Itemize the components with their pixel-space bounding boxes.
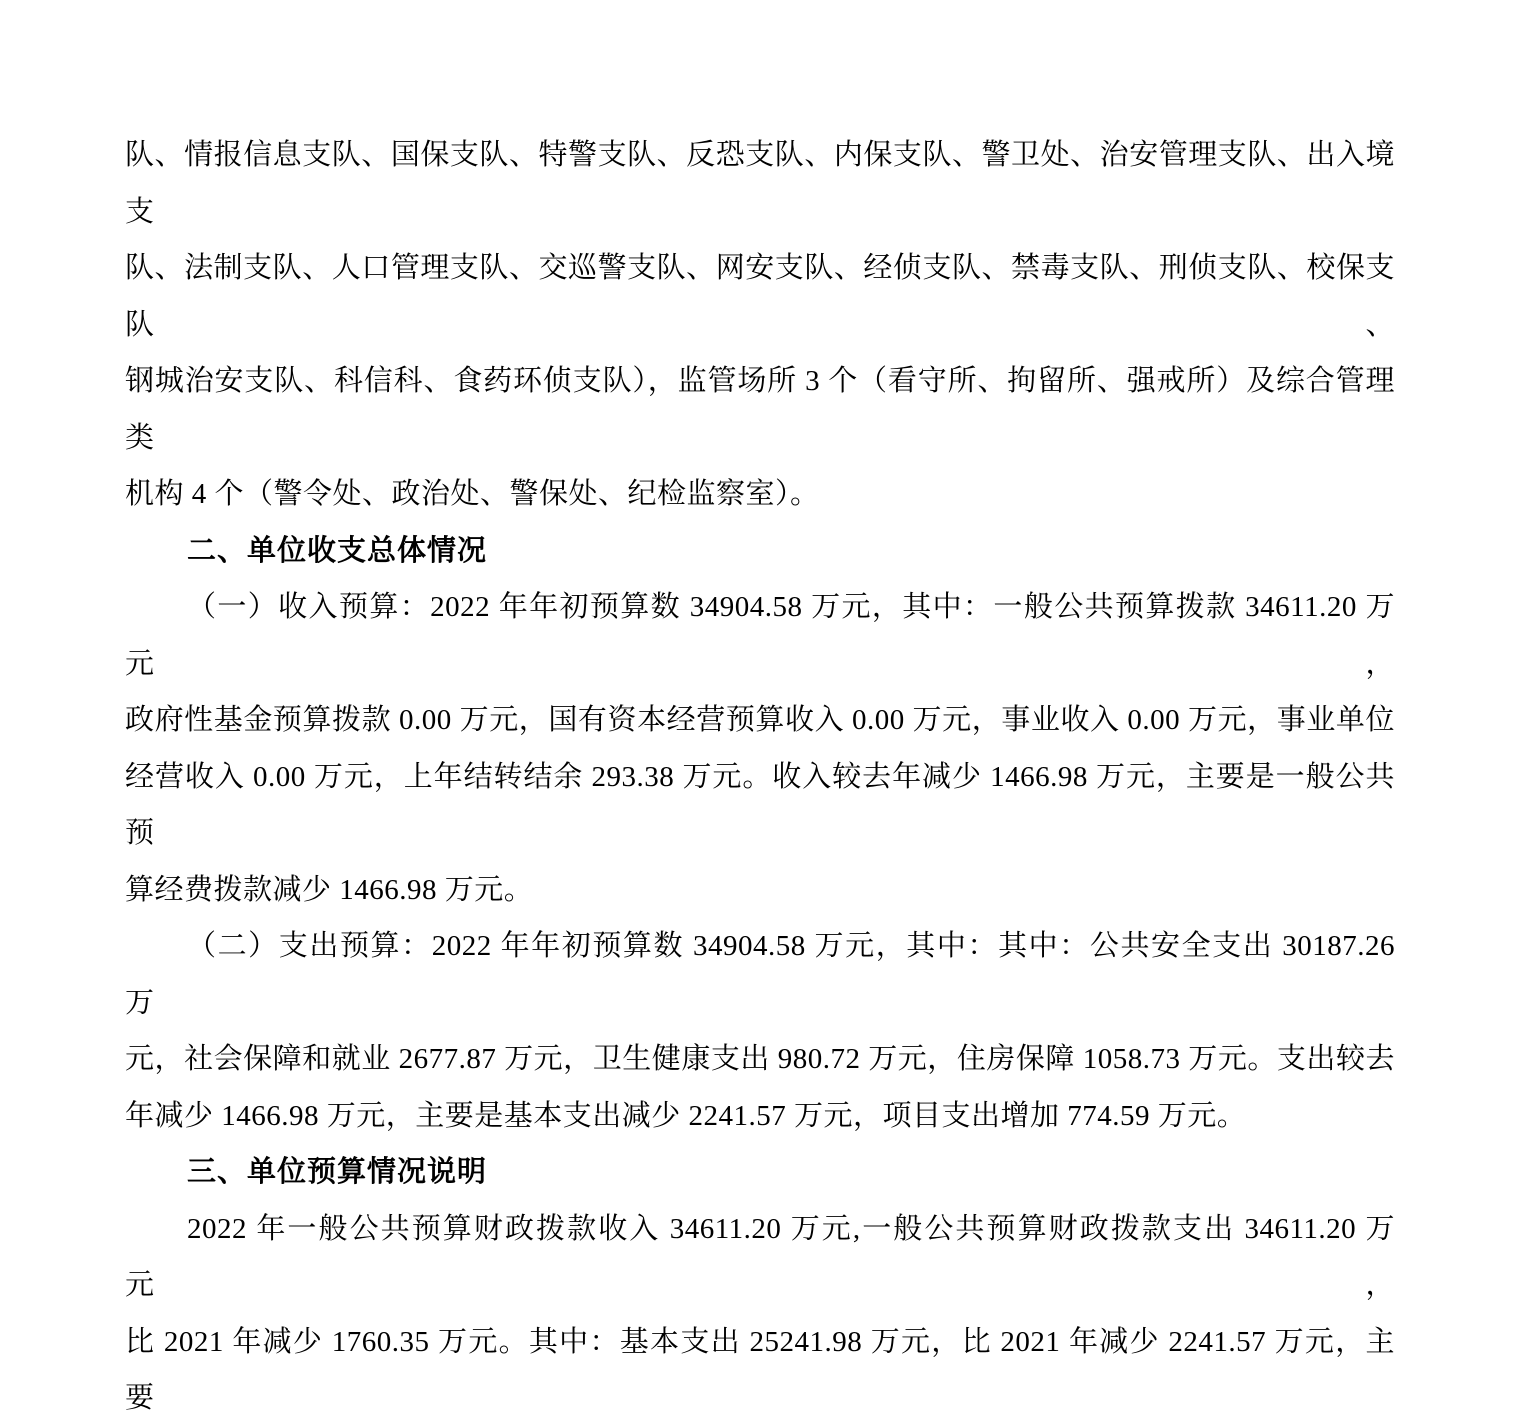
- body-line: 经营收入 0.00 万元，上年结转结余 293.38 万元。收入较去年减少 1466.98 万元，主要是一般公共预: [125, 760, 1395, 849]
- section-heading: 二、单位收支总体情况: [187, 534, 488, 567]
- body-line: 机构 4 个（警令处、政治处、警保处、纪检监察室）。: [125, 478, 820, 510]
- body-line: （二）支出预算：2022 年年初预算数 34904.58 万元，其中：其中：公共安全支出 30187.26 万: [125, 930, 1395, 1019]
- body-line: 年减少 1466.98 万元，主要是基本支出减少 2241.57 万元，项目支出增加 774.59 万元。: [125, 1099, 1247, 1132]
- body-line: 元，社会保障和就业 2677.87 万元，卫生健康支出 980.72 万元，住房保障 1058.73 万元。支出较去: [125, 1043, 1395, 1075]
- body-line: 钢城治安支队、科信科、食药环侦支队），监管场所 3 个（看守所、拘留所、强戒所）及综合管理类: [125, 365, 1395, 454]
- body-line: 队、法制支队、人口管理支队、交巡警支队、网安支队、经侦支队、禁毒支队、刑侦支队、校保支队、: [125, 252, 1395, 341]
- body-line: （一）收入预算：2022 年年初预算数 34904.58 万元，其中：一般公共预算拨款 34611.20 万元，: [125, 591, 1395, 680]
- body-line: 算经费拨款减少 1466.98 万元。: [125, 873, 534, 906]
- body-line: 2022 年一般公共预算财政拨款收入 34611.20 万元,一般公共预算财政拨款支出 34611.20 万元，: [125, 1212, 1395, 1301]
- body-line: 队、情报信息支队、国保支队、特警支队、反恐支队、内保支队、警卫处、治安管理支队、出入境支: [125, 139, 1395, 228]
- body-line: 比 2021 年减少 1760.35 万元。其中：基本支出 25241.98 万元，比 2021 年减少 2241.57 万元，主要: [125, 1325, 1395, 1414]
- body-line: 政府性基金预算拨款 0.00 万元，国有资本经营预算收入 0.00 万元，事业收入 0.00 万元，事业单位: [125, 704, 1395, 736]
- section-heading: 三、单位预算情况说明: [187, 1156, 488, 1188]
